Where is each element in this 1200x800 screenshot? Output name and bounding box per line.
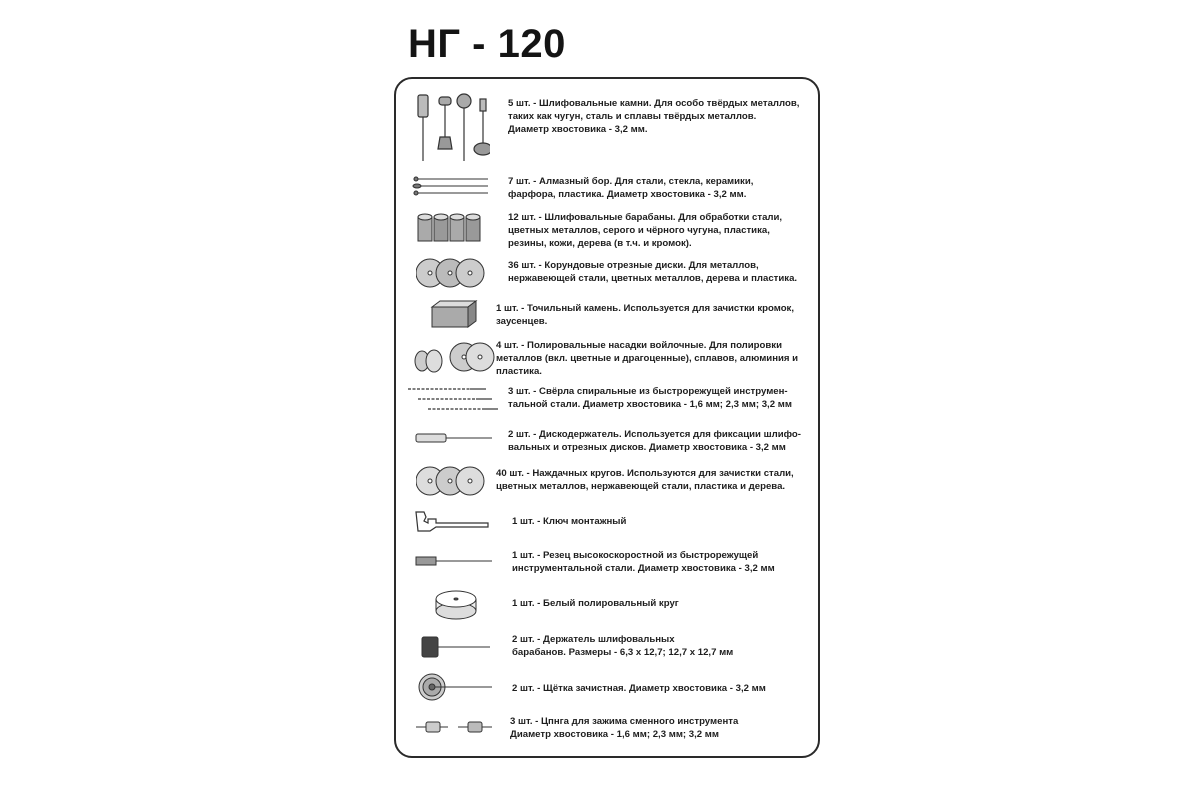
- item-line: Диаметр хвостовика - 1,6 мм; 2,3 мм; 3,2 мм: [510, 729, 719, 740]
- item-line: тальной стали. Диаметр хвостовика - 1,6 мм; 2,3 мм; 3,2 мм: [508, 399, 792, 410]
- item-line: барабанов. Размеры - 6,3 х 12,7; 12,7 х 12,7 мм: [512, 647, 734, 658]
- item-line: 12 шт. - Шлифовальные барабаны. Для обработки стали,: [508, 212, 783, 223]
- item-line: 3 шт. - Свёрла спиральные из быстрорежущей инструмен-: [508, 386, 788, 397]
- wire-brush-icon: [418, 671, 494, 703]
- item-line: 2 шт. - Щётка зачистная. Диаметр хвостовика - 3,2 мм: [512, 683, 766, 694]
- corundum-discs-icon: [416, 257, 500, 289]
- item-line: 1 шт. - Ключ монтажный: [512, 516, 627, 527]
- item-line: пластика.: [496, 366, 542, 377]
- item-line: 5 шт. - Шлифовальные камни. Для особо твёрдых металлов,: [508, 98, 800, 109]
- item-line: фарфора, пластика. Диаметр хвостовика - 3,2 мм.: [508, 189, 747, 200]
- sanding-drums-icon: [416, 213, 496, 245]
- twist-drills-icon: [406, 385, 500, 415]
- item-line: 3 шт. - Цпнга для зажима сменного инструмента: [510, 716, 739, 727]
- item-line: 40 шт. - Наждачных кругов. Используются для зачистки стали,: [496, 468, 794, 479]
- contents-card: [394, 77, 820, 758]
- item-line: инструментальной стали. Диаметр хвостовика - 3,2 мм: [512, 563, 775, 574]
- felt-polishing-icon: [412, 341, 496, 375]
- item-line: 2 шт. - Дискодержатель. Используется для фиксации шлифо-: [508, 429, 801, 440]
- item-line: Диаметр хвостовика - 3,2 мм.: [508, 124, 648, 135]
- abrasive-wheels-icon: [416, 465, 500, 497]
- item-line: 36 шт. - Корундовые отрезные диски. Для металлов,: [508, 260, 759, 271]
- page-title: НГ - 120: [408, 22, 566, 66]
- item-line: резины, кожи, дерева (в т.ч. и кромок).: [508, 238, 692, 249]
- item-line: таких как чугун, сталь и сплавы твёрдых металлов.: [508, 111, 757, 122]
- hss-cutter-icon: [414, 555, 494, 567]
- drum-holder-icon: [420, 633, 492, 661]
- item-line: вальных и отрезных дисков. Диаметр хвостовика - 3,2 мм: [508, 442, 786, 453]
- collets-icon: [414, 719, 498, 735]
- item-line: 2 шт. - Держатель шлифовальных: [512, 634, 675, 645]
- diamond-burs-icon: [412, 175, 492, 197]
- item-line: заусенцев.: [496, 316, 548, 327]
- wrench-icon: [412, 509, 492, 533]
- item-line: металлов (вкл. цветные и драгоценные), сплавов, алюминия и: [496, 353, 799, 364]
- item-line: цветных металлов, серого и чёрного чугуна, пластика,: [508, 225, 770, 236]
- whetstone-icon: [430, 299, 478, 329]
- item-line: 1 шт. - Резец высокоскоростной из быстрорежущей: [512, 550, 759, 561]
- item-line: 1 шт. - Белый полировальный круг: [512, 598, 679, 609]
- item-line: 4 шт. - Полировальные насадки войлочные. Для полировки: [496, 340, 782, 351]
- disc-holder-icon: [414, 431, 494, 445]
- item-line: цветных металлов, нержавеющей стали, пластика и дерева.: [496, 481, 786, 492]
- item-line: 7 шт. - Алмазный бор. Для стали, стекла, керамики,: [508, 176, 754, 187]
- grinding-stones-icon: [410, 91, 490, 165]
- item-line: 1 шт. - Точильный камень. Используется для зачистки кромок,: [496, 303, 795, 314]
- white-polishing-wheel-icon: [434, 587, 478, 621]
- item-line: нержавеющей стали, цветных металлов, дерева и пластика.: [508, 273, 798, 284]
